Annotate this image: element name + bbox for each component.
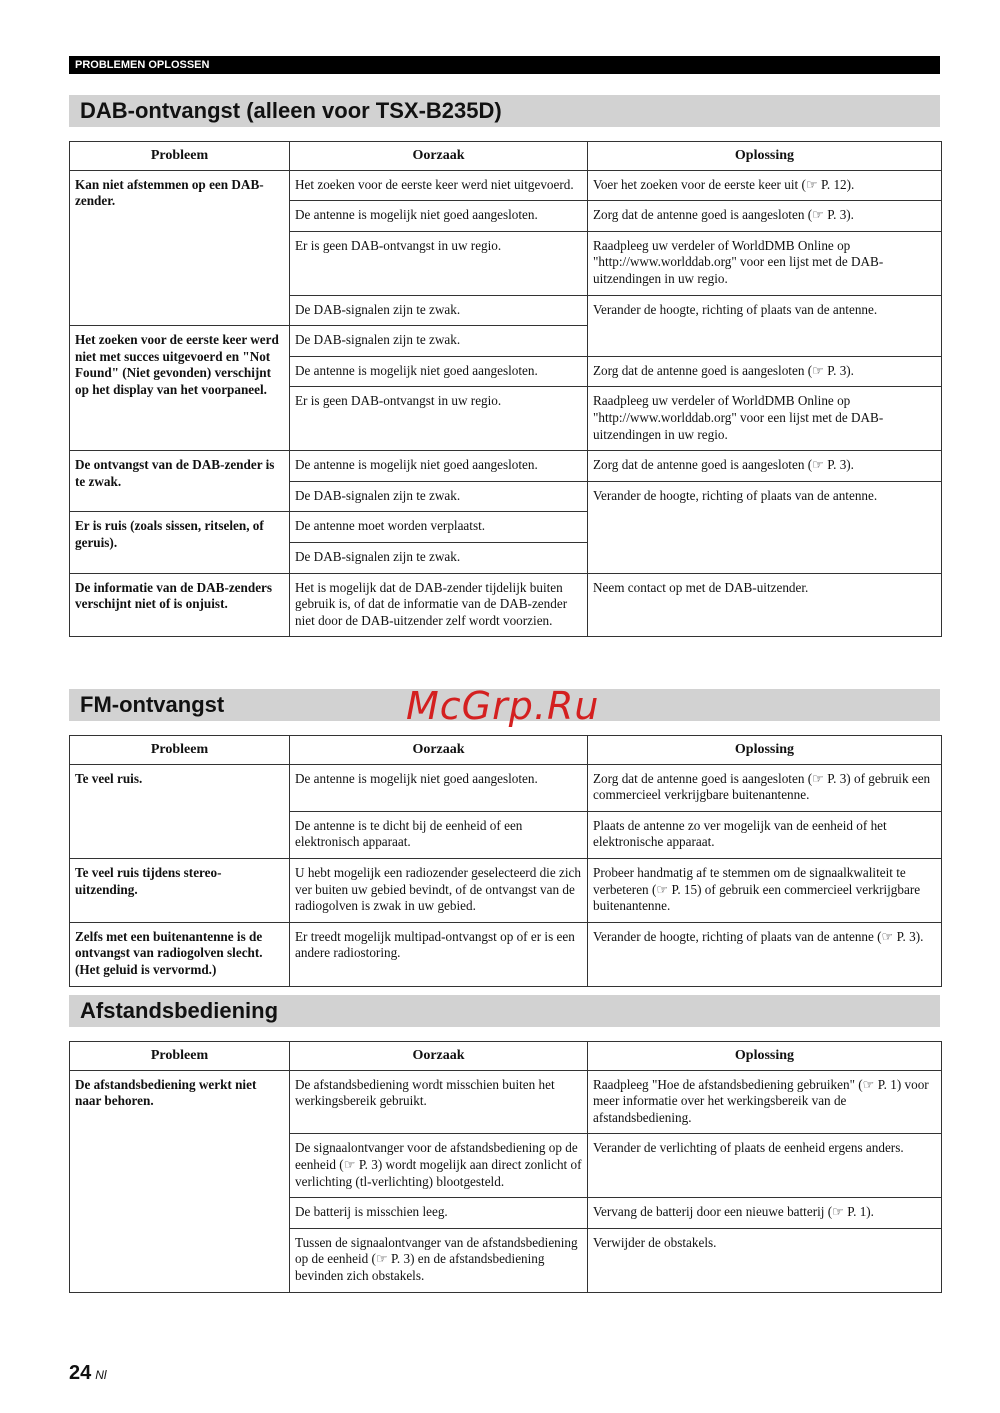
section-title: DAB-ontvangst (alleen voor TSX-B235D) xyxy=(69,95,940,127)
table-row xyxy=(70,858,942,922)
table-cell: De afstandsbediening wordt misschien buiten het werkingsbereik gebruikt. xyxy=(290,1070,588,1134)
table-cell: De DAB-signalen zijn te zwak. xyxy=(290,481,588,512)
section-fm xyxy=(69,689,940,987)
table-cell: De antenne is mogelijk niet goed aangesloten. xyxy=(290,451,588,482)
column-header: Oorzaak xyxy=(290,736,588,765)
page-number-value: 24 xyxy=(69,1362,92,1384)
table-cell: De DAB-signalen zijn te zwak. xyxy=(290,542,588,573)
column-header: Oplossing xyxy=(588,1042,942,1071)
table-header xyxy=(70,142,942,171)
table-row xyxy=(70,451,942,482)
table-cell: Neem contact op met de DAB-uitzender. xyxy=(588,573,942,637)
table-cell: De antenne is mogelijk niet goed aangesloten. xyxy=(290,764,588,811)
table-cell: Te veel ruis. xyxy=(70,764,290,858)
table-cell: Probeer handmatig af te stemmen om de signaalkwaliteit te verbeteren (☞ P. 15) of gebruik een commercieel verkrijgbare buitenantenne. xyxy=(588,858,942,922)
table-header xyxy=(70,736,942,765)
watermark: McGrp.Ru xyxy=(406,684,600,728)
table-row xyxy=(70,1070,942,1134)
table-cell: Voer het zoeken voor de eerste keer uit (☞ P. 12). xyxy=(588,170,942,201)
table-cell: Te veel ruis tijdens stereo-uitzending. xyxy=(70,858,290,922)
troubleshooting-table xyxy=(69,1041,942,1293)
table-cell: Er is geen DAB-ontvangst in uw regio. xyxy=(290,387,588,451)
table-cell: De antenne moet worden verplaatst. xyxy=(290,512,588,543)
table-cell: Verander de hoogte, richting of plaats van de antenne. xyxy=(588,481,942,573)
table-cell: Plaats de antenne zo ver mogelijk van de eenheid of het elektronische apparaat. xyxy=(588,811,942,858)
table-cell: U hebt mogelijk een radiozender geselecteerd die zich ver buiten uw gebied bevindt, of de ontvangst van de radiogolven is zwak in uw gebied. xyxy=(290,858,588,922)
table-cell: De afstandsbediening werkt niet naar behoren. xyxy=(70,1070,290,1292)
column-header: Probleem xyxy=(70,142,290,171)
table-cell: Zorg dat de antenne goed is aangesloten (☞ P. 3) of gebruik een commercieel verkrijgbare buitenantenne. xyxy=(588,764,942,811)
section-title: Afstandsbediening xyxy=(69,995,940,1027)
table-cell: De batterij is misschien leeg. xyxy=(290,1198,588,1229)
table-cell: Verander de verlichting of plaats de eenheid ergens anders. xyxy=(588,1134,942,1198)
column-header: Oorzaak xyxy=(290,1042,588,1071)
table-cell: De ontvangst van de DAB-zender is te zwak. xyxy=(70,451,290,512)
table-cell: Zorg dat de antenne goed is aangesloten (☞ P. 3). xyxy=(588,356,942,387)
table-row xyxy=(70,573,942,637)
table-cell: Zorg dat de antenne goed is aangesloten (☞ P. 3). xyxy=(588,201,942,232)
table-cell: Er is ruis (zoals sissen, ritselen, of geruis). xyxy=(70,512,290,573)
column-header: Oplossing xyxy=(588,142,942,171)
column-header: Probleem xyxy=(70,736,290,765)
table-cell: Het is mogelijk dat de DAB-zender tijdelijk buiten gebruik is, of dat de informatie van de DAB-zender niet door de DAB-uitzender zelf wordt voorzien. xyxy=(290,573,588,637)
table-cell: De informatie van de DAB-zenders verschijnt niet of is onjuist. xyxy=(70,573,290,637)
table-cell: De antenne is mogelijk niet goed aangesloten. xyxy=(290,356,588,387)
column-header: Probleem xyxy=(70,1042,290,1071)
section-dab xyxy=(69,95,940,637)
table-cell: De antenne is te dicht bij de eenheid of een elektronisch apparaat. xyxy=(290,811,588,858)
column-header: Oplossing xyxy=(588,736,942,765)
table-cell: Het zoeken voor de eerste keer werd niet uitgevoerd. xyxy=(290,170,588,201)
section-remote xyxy=(69,995,940,1293)
table-row xyxy=(70,922,942,986)
table-cell: Verander de hoogte, richting of plaats van de antenne (☞ P. 3). xyxy=(588,922,942,986)
table-row xyxy=(70,764,942,811)
section-title: FM-ontvangst xyxy=(69,689,940,721)
table-cell: Zelfs met een buitenantenne is de ontvangst van radiogolven slecht. (Het geluid is vervormd.) xyxy=(70,922,290,986)
table-cell: De signaalontvanger voor de afstandsbediening op de eenheid (☞ P. 3) wordt mogelijk aan direct zonlicht of verlichting (tl-verlichting) blootgesteld. xyxy=(290,1134,588,1198)
table-cell: Vervang de batterij door een nieuwe batterij (☞ P. 1). xyxy=(588,1198,942,1229)
table-row xyxy=(70,170,942,201)
table-cell: Verwijder de obstakels. xyxy=(588,1228,942,1292)
table-cell: Raadpleeg uw verdeler of WorldDMB Online op "http://www.worlddab.org" voor een lijst met de DAB-uitzendingen in uw regio. xyxy=(588,387,942,451)
table-cell: Kan niet afstemmen op een DAB-zender. xyxy=(70,170,290,326)
table-cell: De antenne is mogelijk niet goed aangesloten. xyxy=(290,201,588,232)
troubleshooting-table xyxy=(69,735,942,987)
table-header xyxy=(70,1042,942,1071)
table-cell: De DAB-signalen zijn te zwak. xyxy=(290,326,588,357)
language-code: Nl xyxy=(95,1368,107,1382)
table-cell: Er treedt mogelijk multipad-ontvangst op of er is een andere radiostoring. xyxy=(290,922,588,986)
table-cell: Er is geen DAB-ontvangst in uw regio. xyxy=(290,231,588,295)
troubleshooting-table xyxy=(69,141,942,637)
chapter-header: PROBLEMEN OPLOSSEN xyxy=(69,56,940,74)
table-cell: Het zoeken voor de eerste keer werd niet met succes uitgevoerd en "Not Found" (Niet gevonden) verschijnt op het display van het voorpaneel. xyxy=(70,326,290,451)
table-cell: De DAB-signalen zijn te zwak. xyxy=(290,295,588,326)
table-cell: Verander de hoogte, richting of plaats van de antenne. xyxy=(588,295,942,356)
column-header: Oorzaak xyxy=(290,142,588,171)
table-cell: Zorg dat de antenne goed is aangesloten (☞ P. 3). xyxy=(588,451,942,482)
table-cell: Raadpleeg uw verdeler of WorldDMB Online op "http://www.worlddab.org" voor een lijst met de DAB-uitzendingen in uw regio. xyxy=(588,231,942,295)
page-number xyxy=(69,1362,107,1385)
table-cell: Raadpleeg "Hoe de afstandsbediening gebruiken" (☞ P. 1) voor meer informatie over het werkingsbereik van de afstandsbediening. xyxy=(588,1070,942,1134)
table-cell: Tussen de signaalontvanger van de afstandsbediening op de eenheid (☞ P. 3) en de afstandsbediening bevinden zich obstakels. xyxy=(290,1228,588,1292)
